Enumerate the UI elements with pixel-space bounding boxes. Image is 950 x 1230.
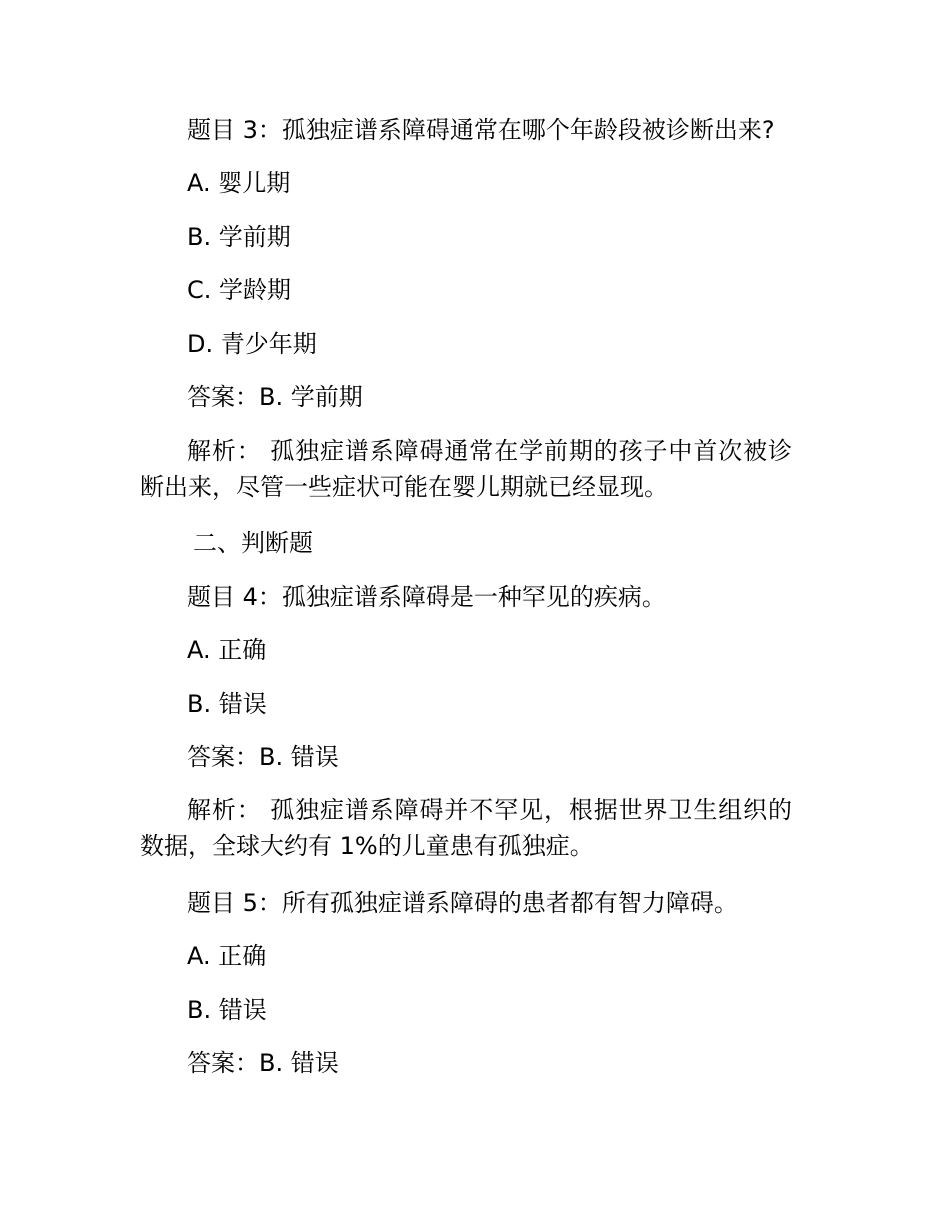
question-5: 题目 5：所有孤独症谱系障碍的患者都有智力障碍。 (187, 889, 738, 917)
question-4: 题目 4：孤独症谱系障碍是一种罕见的疾病。 (187, 583, 666, 611)
q4-option-b: B. 错误 (187, 690, 267, 718)
q3-option-d: D. 青少年期 (187, 330, 317, 358)
q3-option-a: A. 婴儿期 (187, 169, 291, 197)
section-title: 二、判断题 (193, 529, 313, 557)
q3-option-c: C. 学龄期 (187, 276, 292, 304)
q3-answer: 答案：B. 学前期 (187, 383, 363, 411)
q4-answer: 答案：B. 错误 (187, 743, 339, 771)
q3-option-b: B. 学前期 (187, 223, 291, 251)
q5-answer: 答案：B. 错误 (187, 1049, 339, 1077)
q4-analysis: 解析： 孤独症谱系障碍并不罕见，根据世界卫生组织的数据，全球大约有 1%的儿童患有孤独症。 (140, 796, 792, 860)
q3-analysis: 解析： 孤独症谱系障碍通常在学前期的孩子中首次被诊断出来，尽管一些症状可能在婴儿期就已经显现。 (140, 437, 792, 501)
q4-option-a: A. 正确 (187, 636, 267, 664)
question-3: 题目 3：孤独症谱系障碍通常在哪个年龄段被诊断出来? (187, 116, 775, 144)
q5-option-b: B. 错误 (187, 996, 267, 1024)
q5-option-a: A. 正确 (187, 942, 267, 970)
